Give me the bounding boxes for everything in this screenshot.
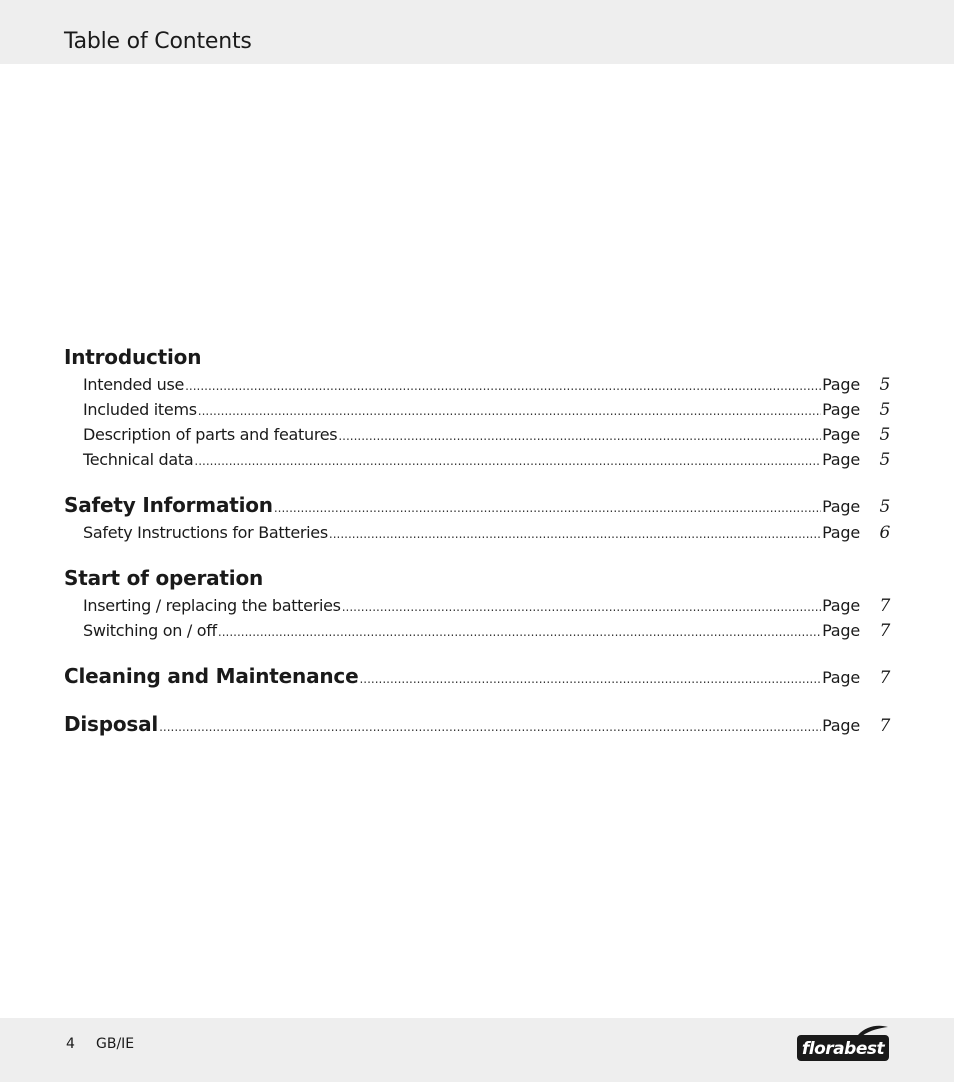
toc-section-cleaning [64, 661, 890, 691]
page-word: Page [822, 596, 860, 615]
page-number: 6 [879, 523, 890, 543]
logo-wordmark: florabest [801, 1039, 885, 1059]
section-heading-cleaning: Cleaning and Maintenance [64, 664, 359, 688]
toc-section-start [64, 563, 890, 643]
page-number: 7 [879, 596, 890, 616]
page-number: 5 [879, 400, 890, 420]
toc-entry-intended-use[interactable] [64, 372, 890, 397]
dot-leader [194, 449, 821, 474]
toc-entry-label: Safety Instructions for Batteries [83, 523, 328, 542]
footer-language: GB/IE [96, 1036, 135, 1052]
dot-leader [274, 493, 821, 523]
dot-leader [185, 374, 821, 399]
section-heading-safety: Safety Information [64, 493, 273, 517]
page-word: Page [822, 497, 860, 516]
page-header [0, 0, 954, 64]
dot-leader [159, 712, 821, 742]
page-number: 7 [879, 668, 890, 688]
dot-leader [329, 522, 821, 547]
section-heading-start: Start of operation [64, 566, 264, 590]
footer-page-number: 4 [66, 1036, 75, 1052]
toc-entry-label: Inserting / replacing the batteries [83, 596, 341, 615]
page-word: Page [822, 716, 860, 735]
toc-entry-safety-information[interactable] [64, 490, 890, 520]
toc-entry-label: Switching on / off [83, 621, 217, 640]
toc-entry-inserting-batteries[interactable] [64, 593, 890, 618]
dot-leader [359, 664, 821, 694]
toc-entry-label: Technical data [83, 450, 194, 469]
page-word: Page [822, 668, 860, 687]
dot-leader [218, 620, 821, 645]
page-word: Page [822, 450, 860, 469]
page-word: Page [822, 621, 860, 640]
toc-entry-technical-data[interactable] [64, 447, 890, 472]
dot-leader [342, 595, 821, 620]
page-word: Page [822, 425, 860, 444]
page-word: Page [822, 523, 860, 542]
toc-entry-description-of-parts[interactable] [64, 422, 890, 447]
toc-section-disposal [64, 709, 890, 739]
table-of-contents [64, 342, 890, 757]
toc-entry-label: Intended use [83, 375, 185, 394]
page-number: 5 [879, 425, 890, 445]
toc-entry-safety-batteries[interactable] [64, 520, 890, 545]
toc-section-safety [64, 490, 890, 545]
section-heading-disposal: Disposal [64, 712, 159, 736]
toc-entry-switching-on-off[interactable] [64, 618, 890, 643]
page-number: 5 [879, 375, 890, 395]
page-number: 7 [879, 621, 890, 641]
toc-entry-label: Description of parts and features [83, 425, 338, 444]
page-number: 7 [879, 716, 890, 736]
page-word: Page [822, 375, 860, 394]
section-heading-introduction: Introduction [64, 345, 202, 369]
toc-entry-included-items[interactable] [64, 397, 890, 422]
page-title: Table of Contents [64, 29, 252, 54]
toc-entry-disposal[interactable] [64, 709, 890, 739]
toc-entry-label: Included items [83, 400, 197, 419]
dot-leader [338, 424, 821, 449]
toc-entry-cleaning-maintenance[interactable] [64, 661, 890, 691]
page-word: Page [822, 400, 860, 419]
dot-leader [198, 399, 821, 424]
florabest-logo-icon [796, 1024, 890, 1062]
toc-section-introduction [64, 342, 890, 472]
page-number: 5 [879, 450, 890, 470]
page-number: 5 [879, 497, 890, 517]
